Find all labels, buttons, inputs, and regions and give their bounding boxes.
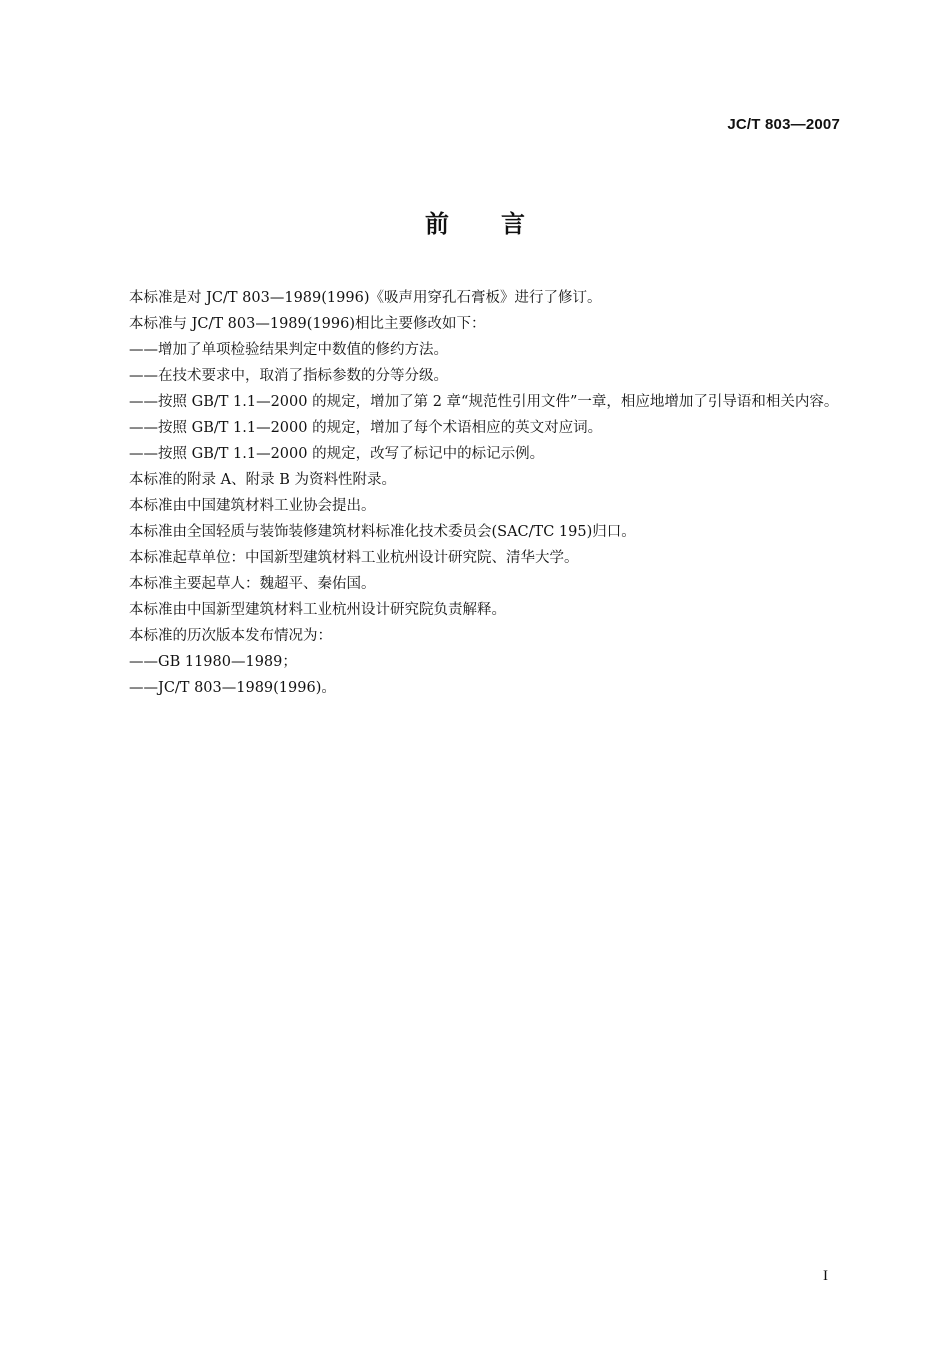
paragraph-interpretation: 本标准由中国新型建筑材料工业杭州设计研究院负责解释。 xyxy=(129,602,506,618)
page-title xyxy=(0,204,950,239)
title-char-2: 言 xyxy=(501,210,525,238)
paragraph-drafters: 本标准主要起草人：魏超平、秦佑国。 xyxy=(129,576,376,592)
paragraph-annexes: 本标准的附录 A、附录 B 为资料性附录。 xyxy=(129,472,396,488)
change-item-rounding: ——增加了单项检验结果判定中数值的修约方法。 xyxy=(129,342,448,358)
page-number: I xyxy=(823,1268,828,1284)
paragraph-administered-by: 本标准由全国轻质与装饰装修建筑材料标准化技术委员会(SAC/TC 195)归口。 xyxy=(129,524,636,540)
title-char-1: 前 xyxy=(425,210,449,238)
paragraph-proposed-by: 本标准由中国建筑材料工业协会提出。 xyxy=(129,498,376,514)
change-item-normative-references: ——按照 GB/T 1.1—2000 的规定，增加了第 2 章“规范性引用文件”一章，相应地增加了引导语和相关内容。 xyxy=(129,394,839,410)
foreword-body xyxy=(95,285,843,701)
paragraph-previous-editions: 本标准的历次版本发布情况为： xyxy=(129,628,332,644)
previous-edition-item: ——GB 11980—1989； xyxy=(129,654,297,670)
change-item-marking-example: ——按照 GB/T 1.1—2000 的规定，改写了标记中的标记示例。 xyxy=(129,446,545,462)
paragraph-revision-statement: 本标准是对 JC/T 803—1989(1996)《吸声用穿孔石膏板》进行了修订。 xyxy=(129,290,602,306)
change-item-grading: ——在技术要求中，取消了指标参数的分等分级。 xyxy=(129,368,448,384)
change-item-english-terms: ——按照 GB/T 1.1—2000 的规定，增加了每个术语相应的英文对应词。 xyxy=(129,420,603,436)
paragraph-main-changes-intro: 本标准与 JC/T 803—1989(1996)相比主要修改如下： xyxy=(129,316,486,332)
previous-edition-item: ——JC/T 803—1989(1996)。 xyxy=(129,680,336,696)
standard-code: JC/T 803—2007 xyxy=(727,116,840,133)
paragraph-drafting-units: 本标准起草单位：中国新型建筑材料工业杭州设计研究院、清华大学。 xyxy=(129,550,579,566)
